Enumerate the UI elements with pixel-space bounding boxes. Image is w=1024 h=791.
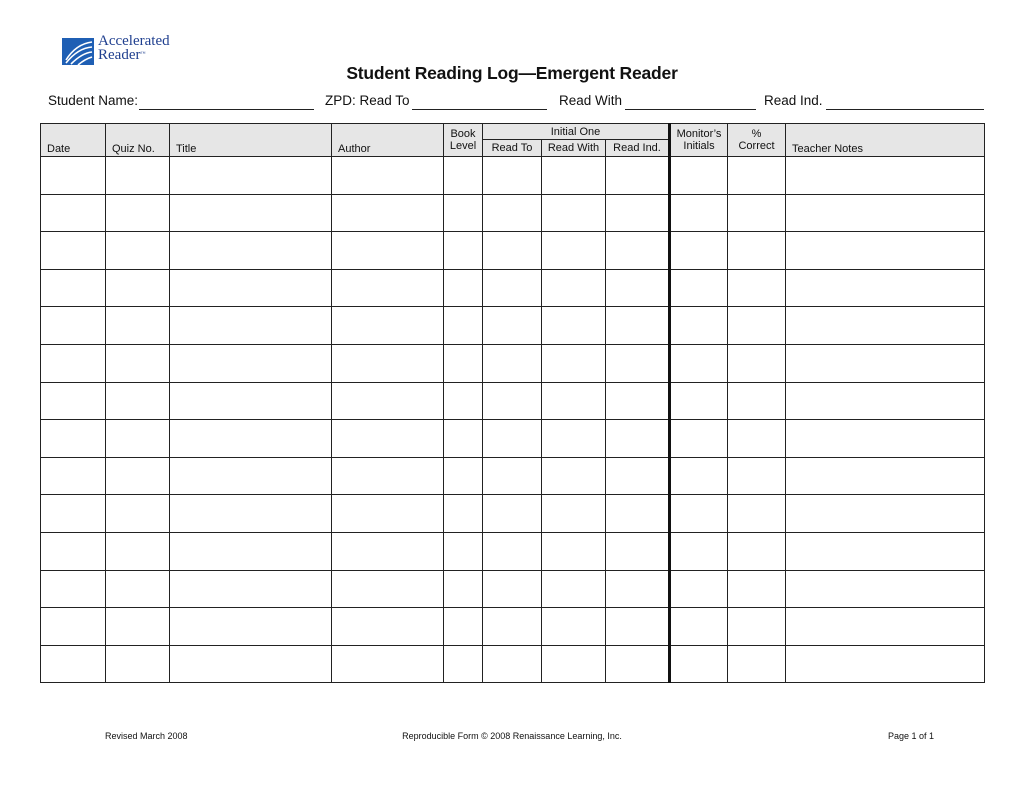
cell-percent-correct[interactable]: [728, 532, 786, 570]
cell-monitors-initials[interactable]: [670, 608, 728, 646]
cell-read-with[interactable]: [542, 157, 606, 195]
cell-percent-correct[interactable]: [728, 232, 786, 270]
cell-date[interactable]: [41, 532, 106, 570]
cell-percent-correct[interactable]: [728, 157, 786, 195]
cell-book-level[interactable]: [444, 570, 483, 608]
header-teacher-notes: Teacher Notes: [786, 124, 985, 157]
cell-percent-correct[interactable]: [728, 457, 786, 495]
cell-author[interactable]: [332, 194, 444, 232]
cell-quiz-no[interactable]: [106, 570, 170, 608]
cell-author[interactable]: [332, 157, 444, 195]
cell-teacher-notes[interactable]: [786, 382, 985, 420]
cell-read-to[interactable]: [483, 269, 542, 307]
cell-percent-correct[interactable]: [728, 269, 786, 307]
cell-date[interactable]: [41, 382, 106, 420]
cell-book-level[interactable]: [444, 194, 483, 232]
cell-teacher-notes[interactable]: [786, 232, 985, 270]
cell-quiz-no[interactable]: [106, 420, 170, 458]
zpd-read-to-label: ZPD: Read To: [325, 93, 410, 108]
cell-teacher-notes[interactable]: [786, 307, 985, 345]
cell-percent-correct[interactable]: [728, 570, 786, 608]
footer-revised: Revised March 2008: [105, 731, 188, 741]
cell-read-ind[interactable]: [606, 495, 670, 533]
cell-title[interactable]: [170, 157, 332, 195]
cell-teacher-notes[interactable]: [786, 495, 985, 533]
cell-book-level[interactable]: [444, 645, 483, 683]
logo-line-1: Accelerated: [98, 33, 170, 49]
cell-read-with[interactable]: [542, 420, 606, 458]
cell-read-ind[interactable]: [606, 344, 670, 382]
cell-teacher-notes[interactable]: [786, 157, 985, 195]
cell-quiz-no[interactable]: [106, 344, 170, 382]
cell-read-to[interactable]: [483, 608, 542, 646]
cell-percent-correct[interactable]: [728, 495, 786, 533]
cell-monitors-initials[interactable]: [670, 344, 728, 382]
cell-read-with[interactable]: [542, 194, 606, 232]
table-row: [41, 232, 985, 270]
cell-percent-correct[interactable]: [728, 420, 786, 458]
cell-teacher-notes[interactable]: [786, 269, 985, 307]
cell-quiz-no[interactable]: [106, 157, 170, 195]
table-row: [41, 382, 985, 420]
cell-date[interactable]: [41, 457, 106, 495]
cell-read-to[interactable]: [483, 344, 542, 382]
cell-read-with[interactable]: [542, 495, 606, 533]
cell-quiz-no[interactable]: [106, 269, 170, 307]
read-ind-label: Read Ind.: [764, 93, 823, 108]
cell-title[interactable]: [170, 495, 332, 533]
logo-trademark: ™: [140, 52, 146, 57]
cell-read-ind[interactable]: [606, 157, 670, 195]
cell-book-level[interactable]: [444, 307, 483, 345]
cell-book-level[interactable]: [444, 457, 483, 495]
cell-quiz-no[interactable]: [106, 645, 170, 683]
cell-read-with[interactable]: [542, 344, 606, 382]
cell-monitors-initials[interactable]: [670, 645, 728, 683]
cell-read-to[interactable]: [483, 157, 542, 195]
cell-author[interactable]: [332, 307, 444, 345]
cell-quiz-no[interactable]: [106, 382, 170, 420]
cell-title[interactable]: [170, 570, 332, 608]
cell-book-level[interactable]: [444, 608, 483, 646]
cell-monitors-initials[interactable]: [670, 570, 728, 608]
read-with-field[interactable]: [625, 109, 756, 110]
header-monitors-top: Monitor’s: [670, 124, 728, 140]
cell-teacher-notes[interactable]: [786, 532, 985, 570]
cell-read-ind[interactable]: [606, 645, 670, 683]
cell-read-to[interactable]: [483, 232, 542, 270]
cell-book-level[interactable]: [444, 532, 483, 570]
cell-author[interactable]: [332, 232, 444, 270]
cell-monitors-initials[interactable]: [670, 232, 728, 270]
header-book-bottom: Level: [444, 140, 483, 157]
cell-monitors-initials[interactable]: [670, 532, 728, 570]
cell-author[interactable]: [332, 420, 444, 458]
cell-title[interactable]: [170, 269, 332, 307]
header-read-with: Read With: [542, 140, 606, 157]
cell-monitors-initials[interactable]: [670, 269, 728, 307]
cell-monitors-initials[interactable]: [670, 457, 728, 495]
cell-book-level[interactable]: [444, 495, 483, 533]
cell-title[interactable]: [170, 344, 332, 382]
cell-read-to[interactable]: [483, 570, 542, 608]
table-row: [41, 344, 985, 382]
student-name-field[interactable]: [139, 109, 314, 110]
cell-read-with[interactable]: [542, 457, 606, 495]
cell-teacher-notes[interactable]: [786, 645, 985, 683]
cell-quiz-no[interactable]: [106, 194, 170, 232]
cell-read-to[interactable]: [483, 382, 542, 420]
cell-percent-correct[interactable]: [728, 608, 786, 646]
header-monitors-bottom: Initials: [670, 140, 728, 157]
cell-title[interactable]: [170, 608, 332, 646]
table-row: [41, 608, 985, 646]
header-read-to: Read To: [483, 140, 542, 157]
cell-book-level[interactable]: [444, 420, 483, 458]
footer-page-number: Page 1 of 1: [888, 731, 935, 741]
zpd-read-to-field[interactable]: [412, 109, 547, 110]
cell-date[interactable]: [41, 645, 106, 683]
reading-log-table: [40, 123, 985, 683]
cell-book-level[interactable]: [444, 232, 483, 270]
student-name-label: Student Name:: [48, 93, 139, 108]
cell-author[interactable]: [332, 269, 444, 307]
cell-monitors-initials[interactable]: [670, 194, 728, 232]
cell-read-ind[interactable]: [606, 420, 670, 458]
cell-date[interactable]: [41, 608, 106, 646]
header-initial-one: Initial One: [483, 124, 670, 140]
cell-read-ind[interactable]: [606, 269, 670, 307]
table-row: [41, 570, 985, 608]
cell-read-to[interactable]: [483, 420, 542, 458]
cell-monitors-initials[interactable]: [670, 382, 728, 420]
cell-teacher-notes[interactable]: [786, 608, 985, 646]
cell-read-to[interactable]: [483, 194, 542, 232]
cell-percent-correct[interactable]: [728, 645, 786, 683]
cell-percent-correct[interactable]: [728, 307, 786, 345]
cell-author[interactable]: [332, 457, 444, 495]
cell-author[interactable]: [332, 532, 444, 570]
cell-title[interactable]: [170, 420, 332, 458]
cell-monitors-initials[interactable]: [670, 495, 728, 533]
cell-read-with[interactable]: [542, 382, 606, 420]
table-row: [41, 645, 985, 683]
cell-read-ind[interactable]: [606, 457, 670, 495]
cell-percent-correct[interactable]: [728, 382, 786, 420]
cell-read-with[interactable]: [542, 307, 606, 345]
cell-quiz-no[interactable]: [106, 495, 170, 533]
table-row: [41, 457, 985, 495]
header-read-ind: Read Ind.: [606, 140, 670, 157]
cell-read-ind[interactable]: [606, 194, 670, 232]
table-row: [41, 194, 985, 232]
cell-title[interactable]: [170, 382, 332, 420]
cell-read-ind[interactable]: [606, 532, 670, 570]
cell-date[interactable]: [41, 420, 106, 458]
cell-quiz-no[interactable]: [106, 232, 170, 270]
cell-teacher-notes[interactable]: [786, 194, 985, 232]
cell-author[interactable]: [332, 382, 444, 420]
table-row: [41, 157, 985, 195]
header-title: Title: [170, 124, 332, 157]
table-row: [41, 269, 985, 307]
cell-title[interactable]: [170, 645, 332, 683]
cell-read-to[interactable]: [483, 307, 542, 345]
header-author: Author: [332, 124, 444, 157]
header-quiz-no: Quiz No.: [106, 124, 170, 157]
cell-author[interactable]: [332, 570, 444, 608]
cell-date[interactable]: [41, 157, 106, 195]
cell-date[interactable]: [41, 495, 106, 533]
book-icon: [62, 36, 96, 66]
cell-quiz-no[interactable]: [106, 457, 170, 495]
cell-date[interactable]: [41, 307, 106, 345]
cell-quiz-no[interactable]: [106, 307, 170, 345]
cell-book-level[interactable]: [444, 382, 483, 420]
cell-teacher-notes[interactable]: [786, 457, 985, 495]
cell-title[interactable]: [170, 532, 332, 570]
cell-read-ind[interactable]: [606, 232, 670, 270]
read-with-label: Read With: [559, 93, 623, 108]
cell-read-with[interactable]: [542, 232, 606, 270]
cell-quiz-no[interactable]: [106, 532, 170, 570]
cell-book-level[interactable]: [444, 344, 483, 382]
header-date: Date: [41, 124, 106, 157]
cell-read-with[interactable]: [542, 532, 606, 570]
cell-read-with[interactable]: [542, 570, 606, 608]
cell-percent-correct[interactable]: [728, 194, 786, 232]
header-percent-bottom: Correct: [728, 140, 786, 157]
cell-monitors-initials[interactable]: [670, 157, 728, 195]
page-title: Student Reading Log—Emergent Reader: [346, 63, 678, 83]
reading-log-rows: [41, 157, 985, 683]
cell-read-ind[interactable]: [606, 382, 670, 420]
header-book-top: Book: [444, 124, 483, 140]
cell-title[interactable]: [170, 194, 332, 232]
table-row: [41, 307, 985, 345]
cell-author[interactable]: [332, 645, 444, 683]
cell-book-level[interactable]: [444, 157, 483, 195]
cell-read-to[interactable]: [483, 532, 542, 570]
cell-read-to[interactable]: [483, 457, 542, 495]
cell-monitors-initials[interactable]: [670, 307, 728, 345]
cell-read-with[interactable]: [542, 608, 606, 646]
logo-wordmark: [98, 34, 170, 62]
table-row: [41, 420, 985, 458]
cell-title[interactable]: [170, 457, 332, 495]
cell-read-with[interactable]: [542, 269, 606, 307]
cell-author[interactable]: [332, 608, 444, 646]
cell-percent-correct[interactable]: [728, 344, 786, 382]
footer-copyright: Reproducible Form © 2008 Renaissance Learning, Inc.: [402, 731, 622, 741]
cell-read-ind[interactable]: [606, 307, 670, 345]
cell-read-to[interactable]: [483, 645, 542, 683]
cell-date[interactable]: [41, 232, 106, 270]
cell-title[interactable]: [170, 307, 332, 345]
header-percent-top: %: [728, 124, 786, 140]
cell-book-level[interactable]: [444, 269, 483, 307]
cell-read-to[interactable]: [483, 495, 542, 533]
cell-read-ind[interactable]: [606, 570, 670, 608]
student-info-fields: [0, 93, 1024, 113]
cell-read-ind[interactable]: [606, 608, 670, 646]
table-row: [41, 495, 985, 533]
cell-title[interactable]: [170, 232, 332, 270]
cell-author[interactable]: [332, 495, 444, 533]
cell-date[interactable]: [41, 194, 106, 232]
cell-date[interactable]: [41, 269, 106, 307]
cell-date[interactable]: [41, 344, 106, 382]
cell-read-with[interactable]: [542, 645, 606, 683]
cell-teacher-notes[interactable]: [786, 344, 985, 382]
read-ind-field[interactable]: [826, 109, 984, 110]
cell-quiz-no[interactable]: [106, 608, 170, 646]
cell-teacher-notes[interactable]: [786, 420, 985, 458]
table-row: [41, 532, 985, 570]
cell-author[interactable]: [332, 344, 444, 382]
cell-teacher-notes[interactable]: [786, 570, 985, 608]
cell-monitors-initials[interactable]: [670, 420, 728, 458]
logo-line-2: Reader: [98, 47, 141, 63]
cell-date[interactable]: [41, 570, 106, 608]
